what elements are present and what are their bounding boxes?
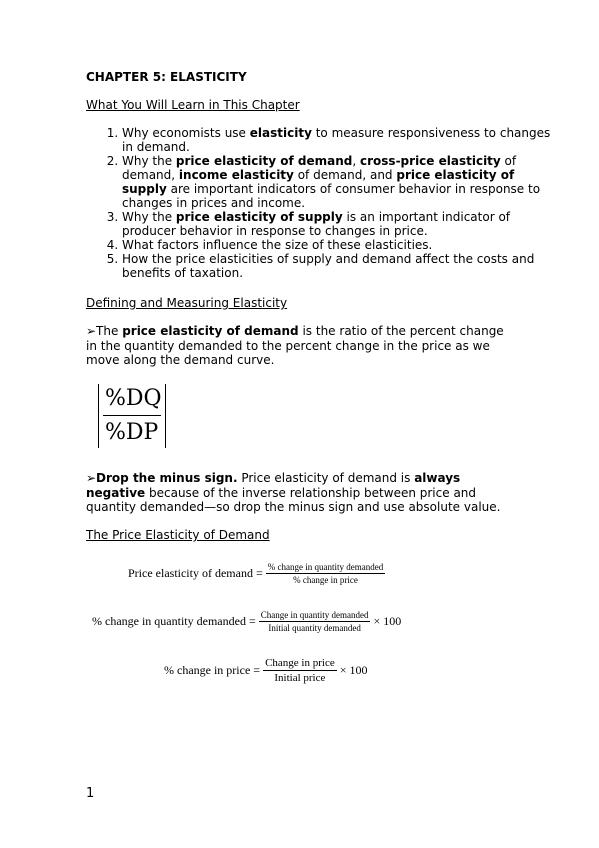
objective-item: [122, 238, 562, 252]
formula-pct-change-quantity: [92, 610, 401, 633]
text-run: Price elasticity of demand is: [237, 471, 415, 485]
objective-item: [122, 154, 562, 210]
text-run: How the price elasticities of supply and demand affect the costs and benefits of taxation.: [122, 252, 535, 280]
text-run: of demand, and: [293, 168, 397, 182]
defining-heading: Defining and Measuring Elasticity: [86, 296, 288, 310]
bold-text-run: always negative: [86, 471, 461, 500]
formula-pct-change-price: [164, 657, 368, 684]
bold-text-run: price elasticity of demand: [175, 154, 353, 168]
bold-text-run: ➢Drop the minus sign.: [86, 471, 238, 485]
text-run: Why the: [122, 210, 176, 224]
formula-denominator: Initial price: [274, 672, 326, 684]
text-run: Why economists use: [122, 126, 250, 140]
formula-fraction: [259, 610, 371, 633]
bold-text-run: price elasticity of supply: [122, 168, 515, 196]
formula-lhs: % change in price =: [164, 663, 261, 677]
text-run: are important indicators of consumer behavior in response to changes in prices and income.: [122, 182, 541, 210]
objective-item: [122, 210, 562, 238]
formula-multiplier: × 100: [373, 614, 402, 628]
page-number: 1: [86, 786, 95, 801]
formula-denominator: % change in price: [293, 575, 358, 585]
chapter-title: CHAPTER 5: ELASTICITY: [86, 70, 247, 84]
text-run: of demand,: [122, 154, 517, 182]
fraction-bar: [103, 415, 161, 416]
text-run: is the ratio of the percent change in the quantity demanded to the percent change in the price as we move along the demand curve.: [86, 324, 504, 367]
bold-text-run: elasticity: [249, 126, 312, 140]
objective-item: [122, 126, 562, 154]
minus-sign-paragraph: [86, 471, 516, 515]
absolute-value-fraction: [98, 384, 166, 448]
fraction-denominator: %DP: [105, 420, 159, 445]
fraction-numerator: %DQ: [105, 386, 162, 411]
formula-numerator: % change in quantity demanded: [267, 562, 384, 572]
formula-numerator: Change in quantity demanded: [260, 610, 369, 620]
formula-fraction: [263, 657, 337, 684]
formula-multiplier: × 100: [339, 663, 368, 677]
text-run: What factors influence the size of these elasticities.: [122, 238, 433, 252]
bold-text-run: price elasticity of demand: [122, 324, 299, 338]
formula-lhs: % change in quantity demanded =: [92, 614, 256, 628]
definition-paragraph: [86, 324, 516, 368]
text-run: because of the inverse relationship between price and quantity demanded—so drop the minus sign and use absolute value.: [86, 485, 501, 514]
bold-text-run: cross-price elasticity: [360, 154, 501, 168]
text-run: is an important indicator of producer behavior in response to changes in price.: [122, 210, 511, 238]
text-run: to measure responsiveness to changes in demand.: [122, 126, 551, 154]
text-run: ➢The: [86, 324, 123, 338]
formula-lhs: Price elasticity of demand =: [128, 566, 263, 580]
ped-heading: The Price Elasticity of Demand: [86, 528, 270, 542]
objective-item: [122, 252, 562, 280]
formula-denominator: Initial quantity demanded: [268, 623, 361, 633]
text-run: Why the: [122, 154, 176, 168]
text-run: ,: [352, 154, 361, 168]
bold-text-run: income elasticity: [178, 168, 294, 182]
bold-text-run: price elasticity of supply: [175, 210, 343, 224]
objectives-list: [86, 126, 562, 280]
learn-heading: What You Will Learn in This Chapter: [86, 98, 300, 112]
formula-price-elasticity: [128, 562, 388, 585]
formula-fraction: [266, 562, 385, 585]
formula-numerator: Change in price: [265, 657, 335, 669]
